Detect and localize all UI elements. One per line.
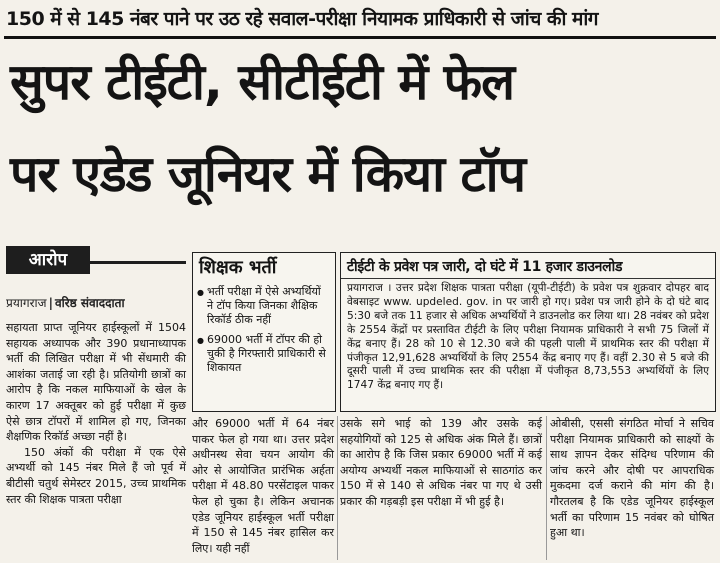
article-column-4: ओबीसी, एससी संगठित मोर्चा ने सचिव परीक्षा नियामक प्राधिकारी को साक्ष्यों के साथ ज्ञापन देकर संदिग्ध परिणाम की जांच करने और दोषी पर आपराधिक मुकदमा दर्ज कराने की मांग की है। गौरतलब है कि एडेड जूनियर हाईस्कूल भर्ती का परिणाम 15 नवंबर को घोषित हुआ था। xyxy=(550,417,714,540)
main-headline-line1: सुपर टीईटी, सीटीईटी में फेल xyxy=(10,53,515,111)
article-paragraph-2: 150 अंकों की परीक्षा में एक ऐसे अभ्यर्थी को 145 नंबर मिले हैं जो पूर्व में बीटीसी चतुर्थ सेमेस्टर 2015, उच्च प्राथमिक स्तर की शिक्षक पात्रता परीक्षा xyxy=(6,445,186,506)
byline xyxy=(6,294,125,311)
article-paragraph: सहायता प्राप्त जूनियर हाईस्कूलों में 1504 सहायक अध्यापक और 390 प्रधानाध्यापक भर्ती की लिखित परीक्षा में भी सेंधमारी की आशंका जताई जा रही है। प्रतियोगी छात्रों का आरोप है कि नकल माफियाओं के खेल के कारण 17 अक्तूबर को हुई परीक्षा में कुछ ऐसे छात्र टॉपरों में शामिल हो गए, जिनका शैक्षणिक रिकॉर्ड अच्छा नहीं है। xyxy=(6,321,186,444)
article-column-3: उसके सगे भाई को 139 और उसके कई सहयोगियों को 125 से अधिक अंक मिले हैं। छात्रों का आरोप है कि जिस प्रकार 69000 भर्ती में कई अयोग्य अभ्यर्थी नकल माफियाओं से साठगांठ कर 150 में से 140 से अधिक नंबर पा गए थे उसी प्रकार की गड़बड़ी इस परीक्षा में भी हुई है। xyxy=(340,417,542,508)
highlight-item: ● भर्ती परीक्षा में ऐसे अभ्यर्थियों ने टॉप किया जिनका शैक्षिक रिकॉर्ड ठीक नहीं xyxy=(207,285,329,327)
tag-rule xyxy=(90,261,186,264)
top-rule xyxy=(4,36,716,39)
kicker-headline: 150 में से 145 नंबर पाने पर उठ रहे सवाल-परीक्षा नियामक प्राधिकारी से जांच की मांग xyxy=(6,8,598,30)
section-tag: आरोप xyxy=(6,246,90,274)
column-divider xyxy=(337,416,338,560)
sidebar-article-body: प्रयागराज । उत्तर प्रदेश शिक्षक पात्रता परीक्षा (यूपी-टीईटी) के प्रवेश पत्र शुक्रवार दोपहर बाद वेबसाइट www. updeled. gov. in पर जारी हो गए। प्रवेश पत्र जारी होने के दो घंटे बाद 5:30 बजे तक 11 हजार से अधिक अभ्यर्थियों ने डाउनलोड कर लिया था। 28 नवंबर को प्रदेश के 2554 केंद्रों पर प्रस्तावित टीईटी के लिए परीक्षा नियामक प्राधिकारी ने सभी 75 जिलों में केंद्र बनाए हैं। 28 को 10 से 12.30 बजे की पहली पाली में प्राथमिक स्तर की परीक्षा में पंजीकृत 12,91,628 अभ्यर्थियों के लिए 2554 केंद्र बनाए गए हैं। वहीं 2.30 से 5 बजे की दूसरी पाली में उच्च प्राथमिक स्तर की परीक्षा में पंजीकृत 8,73,553 अभ्यर्थियों के लिए 1747 केंद्र बनाए गए हैं। xyxy=(347,282,709,392)
article-column-2: और 69000 भर्ती में 64 नंबर पाकर फेल हो गया था। उत्तर प्रदेश अधीनस्थ सेवा चयन आयोग की ओर से आयोजित प्रारंभिक अर्हता परीक्षा में 48.80 परसेंटाइल पाकर फेल हो चुका है। लेकिन अचानक एडेड जूनियर हाईस्कूल भर्ती परीक्षा में 150 से 145 नंबर हासिल कर लिए। यही नहीं xyxy=(192,417,334,555)
highlights-box xyxy=(192,252,336,412)
main-headline-line2: पर एडेड जूनियर में किया टॉप xyxy=(10,145,526,203)
highlights-title: शिक्षक भर्ती xyxy=(199,257,277,278)
column-divider xyxy=(546,416,547,560)
highlight-item: ● 69000 भर्ती में टॉपर की हो चुकी है गिरफ्तारी प्राधिकारी से शिकायत xyxy=(207,333,329,375)
sidebar-article xyxy=(340,252,716,412)
byline-place: प्रयागराज xyxy=(6,296,47,310)
byline-separator: | xyxy=(48,296,53,310)
byline-author: वरिष्ठ संवाददाता xyxy=(54,296,125,310)
sidebar-article-title: टीईटी के प्रवेश पत्र जारी, दो घंटे में 11 हजार डाउनलोड xyxy=(341,253,715,279)
highlights-list xyxy=(193,285,335,375)
article-column-1 xyxy=(6,320,186,507)
